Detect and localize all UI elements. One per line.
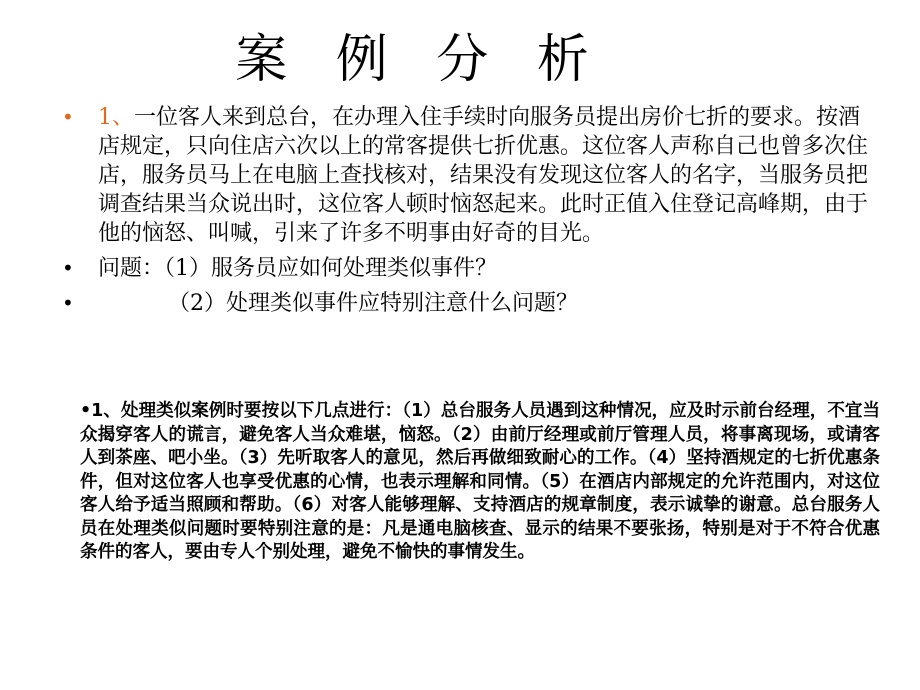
question-bullet-1 [60,254,870,283]
bullet-icon: • [62,291,74,315]
bullet-list [60,103,870,324]
question-bullet-2 [60,289,870,318]
bullet-icon: • [62,256,74,280]
answer-text: •1、处理类似案例时要按以下几点进行：（1）总台服务人员遇到这种情况，应及时示前台经理，不宜当众揭穿客人的谎言，避免客人当众难堪，恼怒。（2）由前厅经理或前厅管理人员，将事离现场，或请客人到茶座、吧小坐。（3）先听取客人的意见，然后再做细致耐心的工作。（4）坚持酒规定的七折优惠条件，但对这位客人也享受优惠的心情，也表示理解和同情。（5）在酒店内部规定的允许范围内，对这位客人给予适当照顾和帮助。（6）对客人能够理解、支持酒店的规章制度，表示诚挚的谢意。总台服务人员在处理类似问题时要特别注意的是：凡是通电脑核查、显示的结果不要张扬，特别是对于不符合优惠条件的客人，要由专人个别处理，避免不愉快的事情发生。 [80,401,880,562]
question-1-text: 问题：（1）服务员应如何处理类似事件？ [98,256,497,281]
slide-title: 案 例 分 析 [235,30,605,90]
case-number: 1、 [98,105,134,130]
question-2-text: （2）处理类似事件应特别注意什么问题？ [168,291,578,316]
case-bullet [60,103,870,248]
case-text: 一位客人来到总台，在办理入住手续时向服务员提出房价七折的要求。按酒店规定，只向住店六次以上的常客提供七折优惠。这位客人声称自己也曾多次住店，服务员马上在电脑上查找核对，结果没有发现这位客人的名字，当服务员把调查结果当众说出时，这位客人顿时恼怒起来。此时正值入住登记高峰期，由于他的恼怒、叫喊，引来了许多不明事由好奇的目光。 [98,105,869,246]
bullet-icon: • [62,105,74,129]
